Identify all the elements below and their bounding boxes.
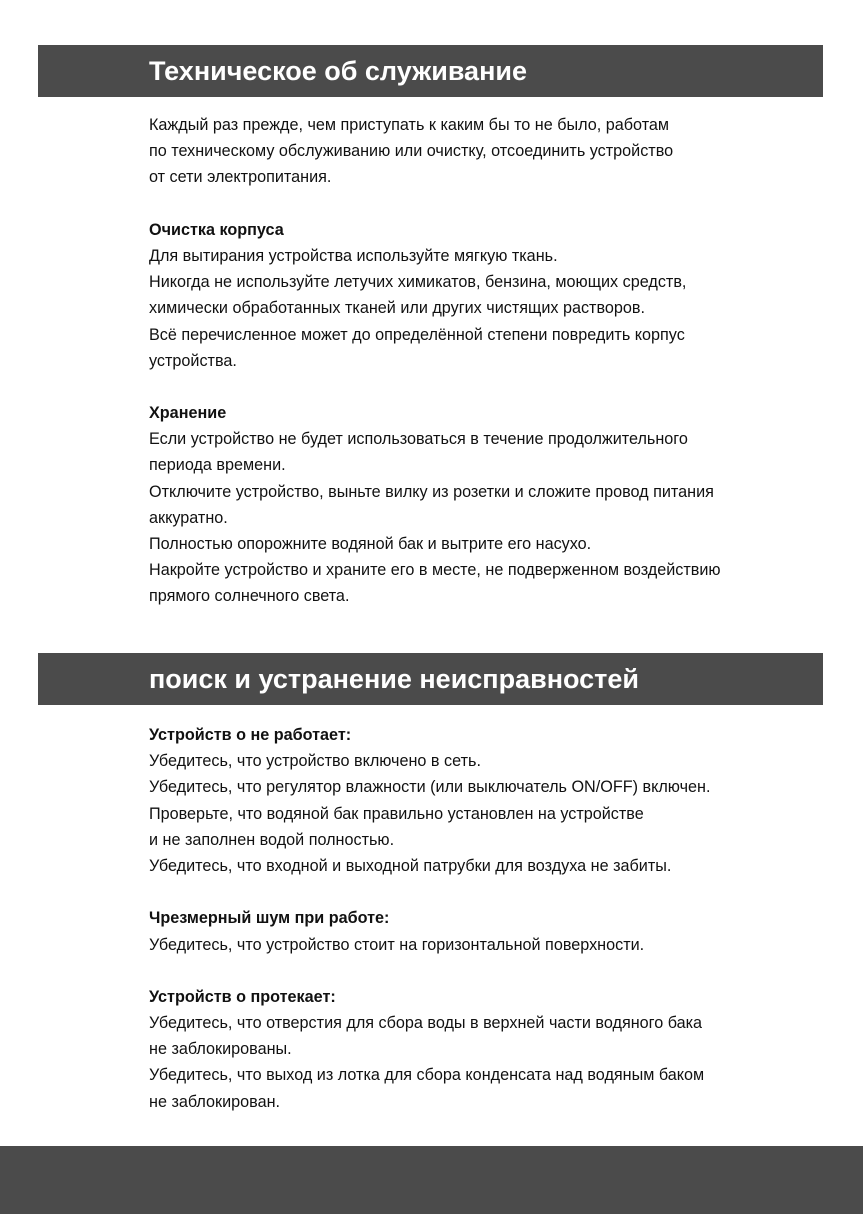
leak-line: не заблокированы. [149,1040,292,1059]
not-working-line: и не заполнен водой полностью. [149,830,395,849]
not-working-line: Проверьте, что водяной бак правильно установлен на устройстве [149,804,644,823]
troubleshooting-body [149,722,839,1115]
storage-line: Отключите устройство, выньте вилку из розетки и сложите провод питания [149,482,714,501]
leak-line: не заблокирован. [149,1092,281,1111]
cleaning-line: Всё перечисленное может до определённой степени повредить корпус [149,325,685,344]
paragraph-gap [149,374,839,400]
storage-line: Накройте устройство и храните его в месте, не подверженном воздействию [149,561,721,580]
not-working-line: Убедитесь, что регулятор влажности (или выключатель ON/OFF) включен. [149,778,711,797]
not-working-line: Убедитесь, что устройство включено в сеть. [149,752,481,771]
noise-line: Убедитесь, что устройство стоит на горизонтальной поверхности. [149,935,645,954]
cleaning-line: Никогда не используйте летучих химикатов, бензина, моющих средств, [149,273,687,292]
cleaning-line: Для вытирания устройства используйте мягкую ткань. [149,246,558,265]
cleaning-heading: Очистка корпуса [149,220,284,239]
leak-line: Убедитесь, что отверстия для сбора воды в верхней части водяного бака [149,1014,703,1033]
paragraph-gap [149,958,839,984]
cleaning-line: химически обработанных тканей или других чистящих растворов. [149,299,645,318]
paragraph-gap [149,191,839,217]
storage-line: прямого солнечного света. [149,587,350,606]
cleaning-line: устройства. [149,351,237,370]
storage-line: аккуратно. [149,508,228,527]
storage-line: Полностью опорожните водяной бак и вытрите его насухо. [149,535,592,553]
intro-line: Каждый раз прежде, чем приступать к каким бы то не было, работам [149,116,670,134]
maintenance-title: Техническое об служивание [149,56,527,86]
noise-heading: Чрезмерный шум при работе: [149,909,390,928]
storage-line: периода времени. [149,456,286,475]
troubleshooting-banner [38,653,823,705]
storage-heading: Хранение [149,404,227,423]
intro-line: от сети электропитания. [149,168,332,187]
troubleshooting-title: поиск и устранение неисправностей [149,664,640,694]
leak-heading: Устройств о протекает: [149,987,336,1006]
footer-bar [0,1146,863,1214]
intro-line: по техническому обслуживанию или очистку, отсоединить устройство [149,142,674,161]
not-working-line: Убедитесь, что входной и выходной патрубки для воздуха не забиты. [149,856,672,875]
storage-line: Если устройство не будет использоваться в течение продолжительного [149,430,688,449]
paragraph-gap [149,879,839,905]
maintenance-banner [38,45,823,97]
maintenance-body [149,112,839,610]
not-working-heading: Устройств о не работает: [149,726,352,744]
leak-line: Убедитесь, что выход из лотка для сбора конденсата над водяным баком [149,1066,705,1085]
